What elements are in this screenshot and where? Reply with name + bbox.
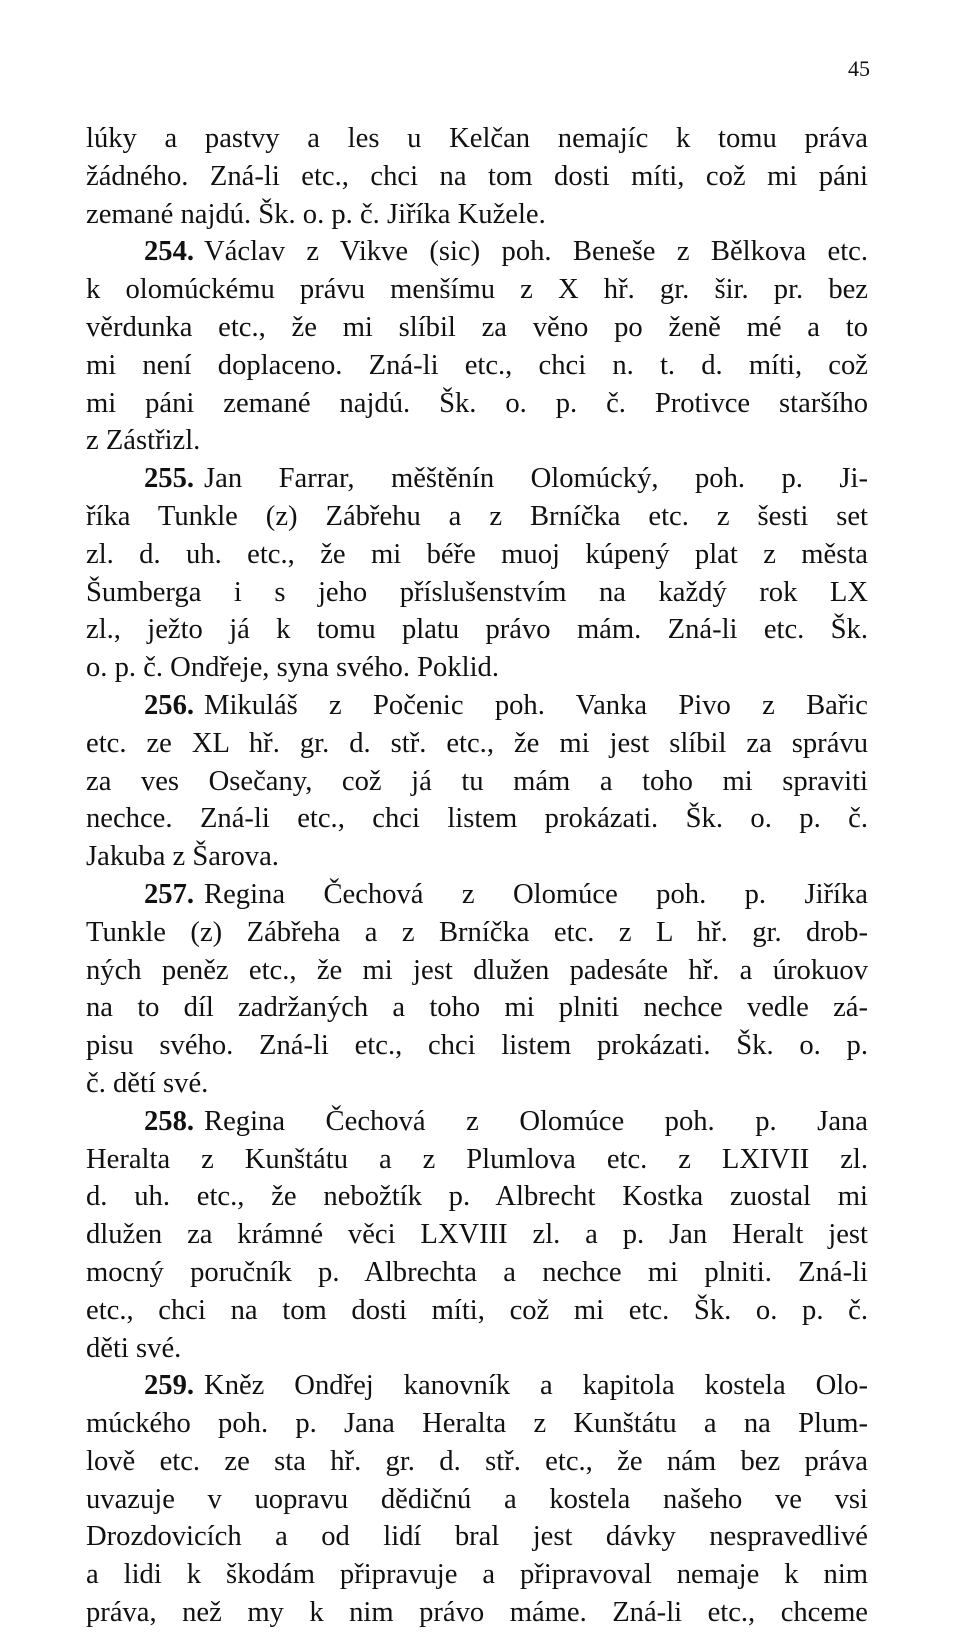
text-line (86, 574, 868, 612)
line-text: Heralta z Kunštátu a z Plumlova etc. z LXIVII zl. (86, 1143, 868, 1175)
text-line (86, 347, 868, 385)
text-line (86, 1443, 868, 1481)
text-line (86, 271, 868, 309)
line-text: žádného. Zná-li etc., chci na tom dosti míti, což mi páni (86, 160, 868, 192)
text-line (86, 1027, 868, 1065)
text-line (86, 989, 868, 1027)
text-line (86, 763, 868, 801)
line-text: děti své. (86, 1332, 182, 1364)
entry-number: 254. (144, 236, 195, 268)
line-text: uvazuje v uopravu dědičnú a kostela našeho ve vsi (86, 1483, 868, 1515)
text-line (86, 876, 868, 914)
line-text: Šumberga i s jeho příslušenstvím na každý rok LX (86, 576, 868, 608)
text-line (86, 385, 868, 423)
line-text: Mikuláš z Počenic poh. Vanka Pivo z Bařic (204, 689, 868, 721)
line-text: Drozdovicích a od lidí bral jest dávky nespravedlivé (86, 1521, 868, 1553)
text-line (86, 611, 868, 649)
text-line (86, 1405, 868, 1443)
line-text: Kněz Ondřej kanovník a kapitola kostela Olo- (204, 1370, 868, 1402)
text-line (86, 1481, 868, 1519)
line-text: d. uh. etc., že nebožtík p. Albrecht Kostka zuostal mi (86, 1181, 868, 1213)
text-line (86, 649, 868, 687)
line-text: Jakuba z Šarova. (86, 841, 279, 873)
line-text: za ves Osečany, což já tu mám a toho mi spraviti (86, 765, 868, 797)
line-text: etc., chci na tom dosti míti, což mi etc. Šk. o. p. č. (86, 1294, 868, 1326)
text-line (86, 1216, 868, 1254)
line-text: věrdunka etc., že mi slíbil za věno po ženě mé a to (86, 311, 868, 343)
text-line (86, 687, 868, 725)
line-text: nechce. Zná-li etc., chci listem prokázati. Šk. o. p. č. (86, 803, 868, 835)
entry-number: 259. (144, 1370, 195, 1402)
text-line (86, 196, 868, 234)
line-text: z Zástřizl. (86, 425, 201, 457)
text-line (86, 1178, 868, 1216)
entry-number: 256. (144, 689, 195, 721)
line-text: múckého poh. p. Jana Heralta z Kunštátu a na Plum- (86, 1408, 868, 1440)
line-text: Regina Čechová z Olomúce poh. p. Jana (204, 1105, 868, 1137)
text-line (86, 1254, 868, 1292)
entry-number: 255. (144, 463, 195, 495)
text-line (86, 1065, 868, 1103)
line-text: na to díl zadržaných a toho mi plniti nechce vedle zá- (86, 992, 868, 1024)
text-line (86, 233, 868, 271)
text-line (86, 1103, 868, 1141)
line-text: zl., ježto já k tomu platu právo mám. Zná-li etc. Šk. (86, 614, 868, 646)
line-text: mocný poručník p. Albrechta a nechce mi plniti. Zná-li (86, 1256, 868, 1288)
text-line (86, 1367, 868, 1405)
text-line (86, 422, 868, 460)
line-text: lúky a pastvy a les u Kelčan nemajíc k tomu práva (86, 123, 868, 154)
line-text: mi není doplaceno. Zná-li etc., chci n. t. d. míti, což (86, 349, 868, 381)
text-line (86, 725, 868, 763)
line-text: dlužen za krámné věci LXVIII zl. a p. Jan Heralt jest (86, 1219, 868, 1251)
entry-number: 257. (144, 878, 195, 910)
text-line (86, 309, 868, 347)
text-line (86, 1292, 868, 1330)
line-text: k olomúckému právu menšímu z X hř. gr. šir. pr. bez (86, 274, 868, 306)
text-line (86, 536, 868, 574)
text-line (86, 120, 868, 158)
line-text: mi páni zemané najdú. Šk. o. p. č. Protivce staršího (86, 387, 868, 419)
line-text: lově etc. ze sta hř. gr. d. stř. etc., že nám bez práva (86, 1445, 868, 1477)
line-text: zemané najdú. Šk. o. p. č. Jiříka Kužele. (86, 198, 546, 230)
line-text: Jan Farrar, měštěnín Olomúcký, poh. p. Ji- (204, 463, 868, 495)
text-line (86, 1556, 868, 1594)
text-line (86, 1594, 868, 1632)
line-text: o. p. č. Ondřeje, syna svého. Poklid. (86, 652, 499, 684)
text-line (86, 800, 868, 838)
line-text: Regina Čechová z Olomúce poh. p. Jiříka (204, 878, 868, 910)
text-line (86, 952, 868, 990)
text-line (86, 838, 868, 876)
text-line (86, 460, 868, 498)
line-text: zl. d. uh. etc., že mi béře muoj kúpený plat z města (86, 538, 868, 570)
body-text (86, 120, 868, 1632)
line-text: Tunkle (z) Zábřeha a z Brníčka etc. z L hř. gr. drob- (86, 916, 868, 948)
line-text: č. dětí své. (86, 1067, 209, 1099)
line-text: a lidi k škodám připravuje a připravoval nemaje k nim (86, 1559, 868, 1591)
text-line (86, 914, 868, 952)
page-number: 45 (848, 56, 870, 81)
text-line (86, 1330, 868, 1368)
line-text: etc. ze XL hř. gr. d. stř. etc., že mi jest slíbil za správu (86, 727, 868, 759)
text-line (86, 158, 868, 196)
line-text: říka Tunkle (z) Zábřehu a z Brníčka etc. z šesti set (86, 500, 868, 532)
line-text: práva, než my k nim právo máme. Zná-li etc., chceme (86, 1597, 868, 1629)
line-text: ných peněz etc., že mi jest dlužen padesáte hř. a úrokuov (86, 954, 868, 986)
line-text: pisu svého. Zná-li etc., chci listem prokázati. Šk. o. p. (86, 1030, 868, 1062)
text-line (86, 498, 868, 536)
text-line (86, 1141, 868, 1179)
line-text: Václav z Vikve (sic) poh. Beneše z Bělkova etc. (204, 236, 868, 268)
entry-number: 258. (144, 1105, 195, 1137)
text-line (86, 1518, 868, 1556)
